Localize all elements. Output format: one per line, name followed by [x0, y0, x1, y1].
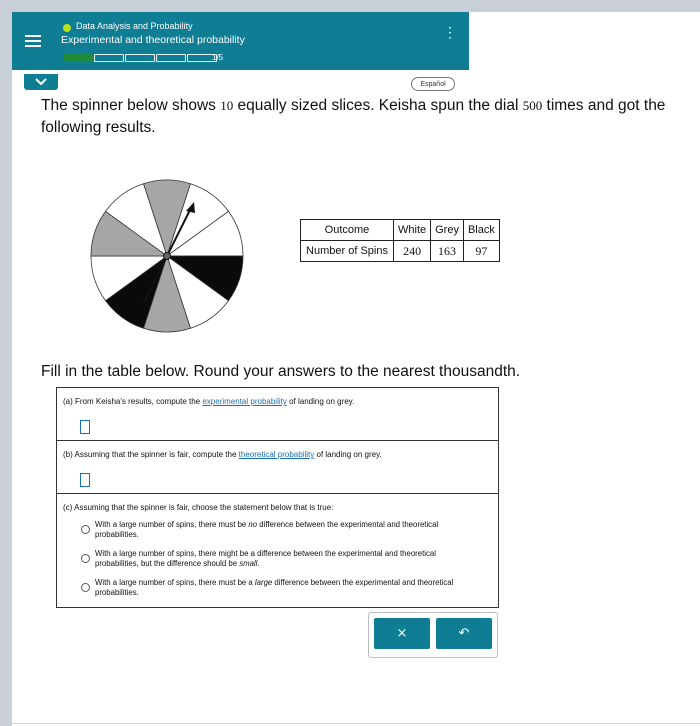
fill-instruction: Fill in the table below. Round your answers to the nearest thousandth.: [41, 363, 521, 380]
page-frame: [12, 12, 700, 726]
table-row: [301, 241, 500, 262]
part-a: [57, 388, 498, 441]
progress-text: 1/5: [212, 53, 224, 62]
more-options-icon[interactable]: ⋮: [443, 24, 457, 40]
clear-button[interactable]: ×: [374, 618, 430, 649]
lesson-title: Experimental and theoretical probability: [61, 34, 245, 46]
part-b: [57, 441, 498, 494]
experimental-probability-link[interactable]: experimental probability: [202, 397, 287, 406]
part-c-label: (c) Assuming that the spinner is fair, choose the statement below that is true:: [63, 503, 334, 512]
answer-table: [56, 387, 499, 608]
white-count: 240: [394, 241, 431, 262]
lesson-header: [12, 12, 469, 70]
radio-button[interactable]: [81, 525, 90, 534]
table-header-cell: Outcome: [301, 220, 394, 241]
hamburger-icon: [25, 32, 41, 50]
part-a-label: (a) From Keisha's results, compute the experimental probability of landing on grey.: [63, 397, 355, 406]
table-header-cell: Black: [463, 220, 499, 241]
spin-count: 500: [522, 98, 543, 113]
progress-segment: [94, 54, 124, 62]
table-header-row: [301, 220, 500, 241]
part-c: (c) Assuming that the spinner is fair, choose the statement below that is true: With a large number of spins, there must be no difference between the experimental and theoretical probabilities. With a large number of spins, there might be a difference between the experimental and theoretical probabilities, but the difference should be small. With a large number of spins, there must be a large difference between the experimental and theoretical probabilities.: [63, 503, 454, 597]
table-header-cell: Grey: [431, 220, 464, 241]
part-b-label: (b) Assuming that the spinner is fair, compute the theoretical probability of landing on grey.: [63, 450, 382, 459]
menu-button[interactable]: [12, 12, 54, 70]
problem-statement: The spinner below shows 10 equally sized slices. Keisha spun the dial 500 times and got the following results.: [41, 97, 666, 136]
slice-count: 10: [220, 98, 234, 113]
chevron-down-icon: [35, 78, 47, 86]
radio-button[interactable]: [81, 554, 90, 563]
spinner-hub: [164, 253, 171, 260]
progress-segment: [125, 54, 155, 62]
collapse-header-button[interactable]: [24, 74, 58, 90]
progress-segment: [156, 54, 186, 62]
spanish-language-button[interactable]: Español: [411, 77, 455, 91]
theoretical-probability-link[interactable]: theoretical probability: [238, 450, 315, 459]
theoretical-probability-input[interactable]: [80, 473, 90, 487]
progress-bar: [63, 54, 217, 62]
undo-button[interactable]: ↶: [436, 618, 492, 649]
topic-title: Data Analysis and Probability: [76, 21, 193, 31]
grey-count: 163: [431, 241, 464, 262]
table-header-cell: White: [394, 220, 431, 241]
black-count: 97: [463, 241, 499, 262]
topic-status-dot: [63, 24, 71, 32]
results-table: [300, 219, 500, 262]
radio-button[interactable]: [81, 583, 90, 592]
action-buttons: [368, 612, 498, 658]
spinner-diagram: [82, 165, 254, 337]
experimental-probability-input[interactable]: [80, 420, 90, 434]
progress-segment: [63, 54, 93, 62]
table-row-label: Number of Spins: [301, 241, 394, 262]
